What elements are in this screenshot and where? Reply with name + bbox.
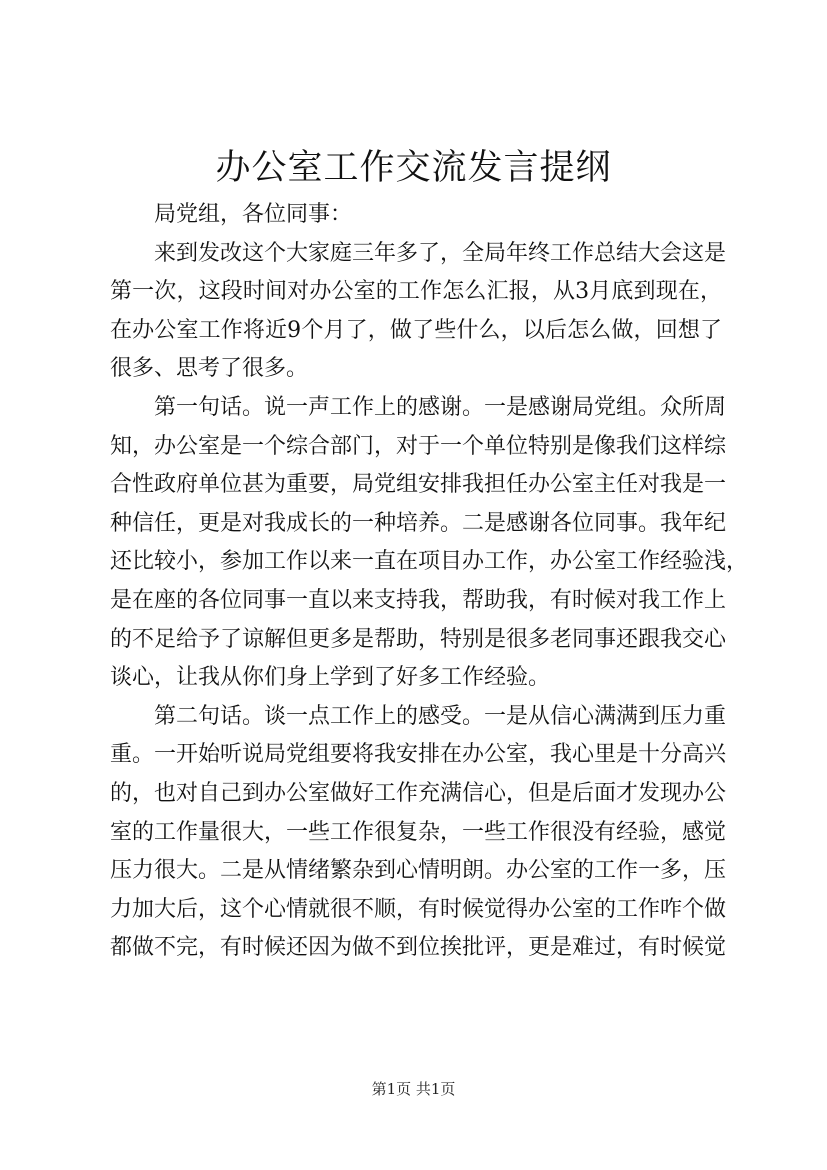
paragraph-line: 室的工作量很大，一些工作很复杂，一些工作很没有经验，感觉 <box>110 819 727 845</box>
paragraph-line: 很多、思考了很多。 <box>110 356 309 382</box>
paragraph-line: 来到发改这个大家庭三年多了，全局年终工作总结大会这是 <box>154 240 727 266</box>
paragraph-line: 在办公室工作将近9个月了，做了些什么，以后怎么做，回想了 <box>110 317 722 343</box>
paragraph-line: 谈心，让我从你们身上学到了好多工作经验。 <box>110 665 551 691</box>
paragraph-line: 是在座的各位同事一直以来支持我，帮助我，有时候对我工作上 <box>110 587 727 613</box>
page-footer: 第1页 共1页 <box>371 1080 456 1098</box>
paragraph-line: 力加大后，这个心情就很不顺，有时候觉得办公室的工作咋个做 <box>110 896 727 922</box>
paragraph-line: 的不足给予了谅解但更多是帮助，特别是很多老同事还跟我交心 <box>110 626 727 652</box>
paragraph-line: 合性政府单位甚为重要，局党组安排我担任办公室主任对我是一 <box>110 472 727 498</box>
paragraph-line: 都做不完，有时候还因为做不到位挨批评，更是难过，有时候觉 <box>110 935 727 961</box>
paragraph-line: 第一次，这段时间对办公室的工作怎么汇报，从3月底到现在， <box>110 279 722 305</box>
paragraph-line: 知，办公室是一个综合部门，对于一个单位特别是像我们这样综 <box>110 433 727 459</box>
document-title: 办公室工作交流发言提纲 <box>215 148 612 188</box>
salutation-line: 局党组，各位同事： <box>154 202 353 227</box>
paragraph-line: 第一句话。说一声工作上的感谢。一是感谢局党组。众所周 <box>154 394 727 420</box>
paragraph-line: 第二句话。谈一点工作上的感受。一是从信心满满到压力重 <box>154 703 727 729</box>
paragraph-line: 重。一开始听说局党组要将我安排在办公室，我心里是十分高兴 <box>110 742 727 768</box>
document-body <box>110 196 749 968</box>
paragraph-line: 压力很大。二是从情绪繁杂到心情明朗。办公室的工作一多，压 <box>110 858 727 884</box>
paragraph-line: 的，也对自己到办公室做好工作充满信心，但是后面才发现办公 <box>110 780 727 806</box>
paragraph-line: 种信任，更是对我成长的一种培养。二是感谢各位同事。我年纪 <box>110 510 727 536</box>
paragraph-line: 还比较小，参加工作以来一直在项目办工作，办公室工作经验浅， <box>110 549 749 575</box>
